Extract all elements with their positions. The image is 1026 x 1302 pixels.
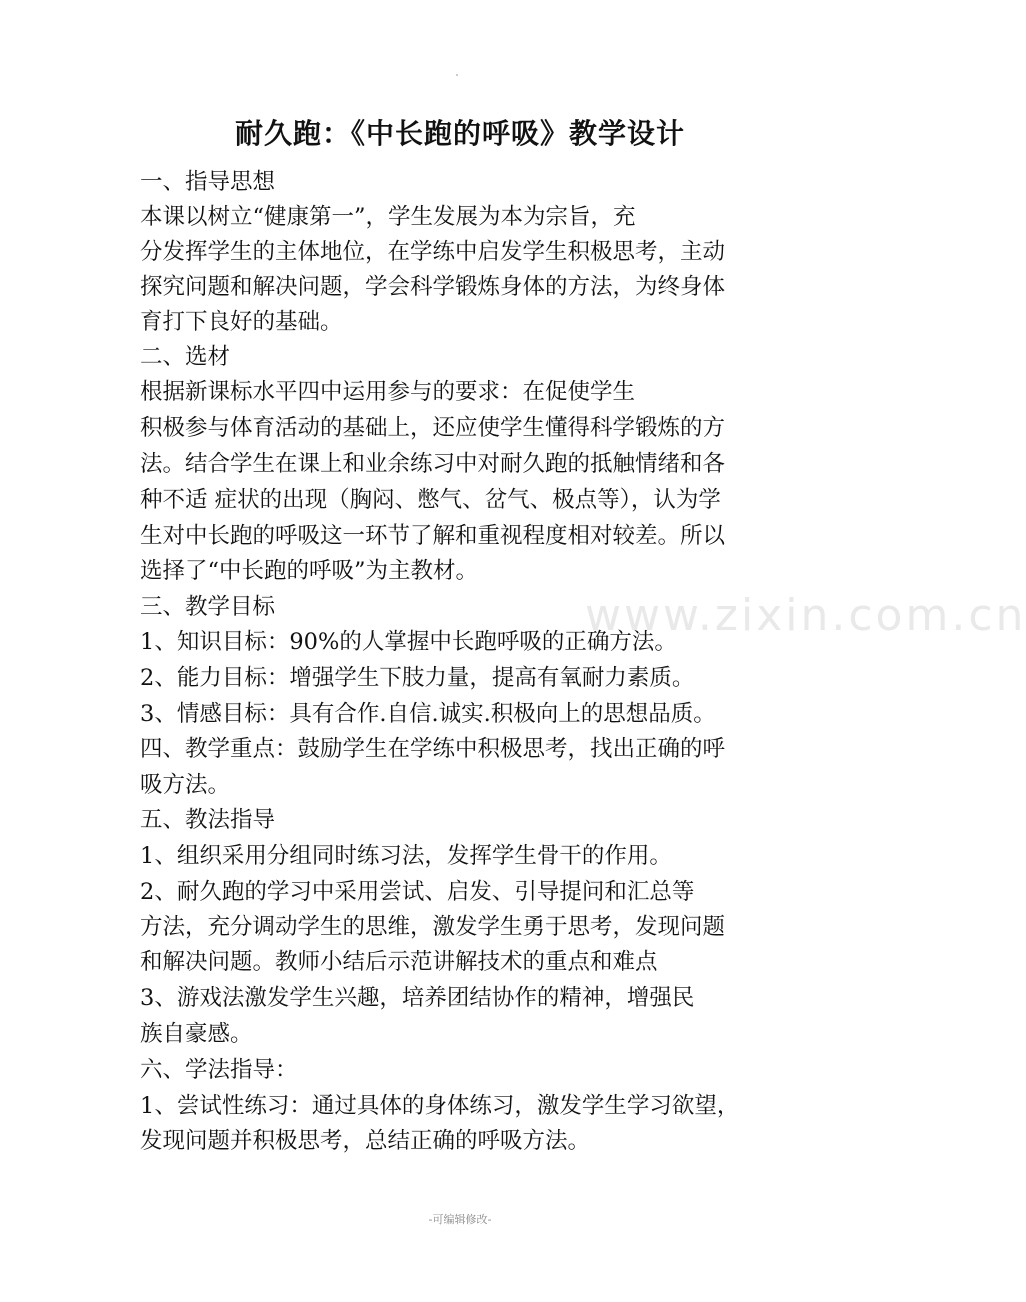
text-line: 2、耐久跑的学习中采用尝试、启发、引导提问和汇总等 — [140, 879, 695, 905]
text-line: 方法，充分调动学生的思维，激发学生勇于思考，发现问题 — [140, 914, 726, 940]
text-line: 探究问题和解决问题，学会科学锻炼身体的方法，为终身体 — [140, 274, 726, 300]
page-title: 耐久跑：《中长跑的呼吸》教学设计 — [234, 117, 685, 150]
text-line: 育打下良好的基础。 — [140, 309, 343, 335]
text-line: 吸方法。 — [140, 772, 231, 798]
text-line: 二、选材 — [140, 344, 231, 370]
text-line: 本课以树立“健康第一”，学生发展为本为宗旨，充 — [140, 204, 636, 230]
text-line: 法。结合学生在课上和业余练习中对耐久跑的抵触情绪和各 — [140, 451, 726, 477]
text-line: 1、尝试性练习：通过具体的身体练习，激发学生学习欲望， — [140, 1093, 740, 1119]
text-line: 积极参与体育活动的基础上，还应使学生懂得科学锻炼的方 — [140, 415, 726, 441]
text-line: 种不适 症状的出现（胸闷、憋气、岔气、极点等），认为学 — [140, 487, 721, 513]
text-line: 和解决问题。教师小结后示范讲解技术的重点和难点 — [140, 949, 658, 975]
page-mark — [456, 74, 458, 76]
watermark: www.zixin.com.cn — [585, 590, 1026, 641]
text-line: 1、组织采用分组同时练习法，发挥学生骨干的作用。 — [140, 843, 672, 869]
text-line: 1、知识目标：90%的人掌握中长跑呼吸的正确方法。 — [140, 629, 677, 655]
text-line: 三、教学目标 — [140, 594, 276, 620]
text-line: 分发挥学生的主体地位，在学练中启发学生积极思考，主动 — [140, 239, 726, 265]
page-footer: -可编辑修改- — [428, 1213, 492, 1226]
text-line: 2、能力目标：增强学生下肢力量，提高有氧耐力素质。 — [140, 665, 695, 691]
text-line: 根据新课标水平四中运用参与的要求：在促使学生 — [140, 379, 636, 405]
text-line: 选择了“中长跑的呼吸”为主教材。 — [140, 558, 479, 584]
text-line: 四、教学重点：鼓励学生在学练中积极思考，找出正确的呼 — [140, 736, 726, 762]
text-line: 六、学法指导： — [140, 1057, 298, 1083]
text-line: 3、游戏法激发学生兴趣，培养团结协作的精神，增强民 — [140, 985, 695, 1011]
text-line: 发现问题并积极思考，总结正确的呼吸方法。 — [140, 1128, 591, 1154]
text-line: 族自豪感。 — [140, 1021, 253, 1047]
text-line: 3、情感目标：具有合作.自信.诚实.积极向上的思想品质。 — [140, 701, 716, 727]
text-line: 一、指导思想 — [140, 169, 276, 195]
text-line: 生对中长跑的呼吸这一环节了解和重视程度相对较差。所以 — [140, 523, 726, 549]
text-line: 五、教法指导 — [140, 807, 276, 833]
